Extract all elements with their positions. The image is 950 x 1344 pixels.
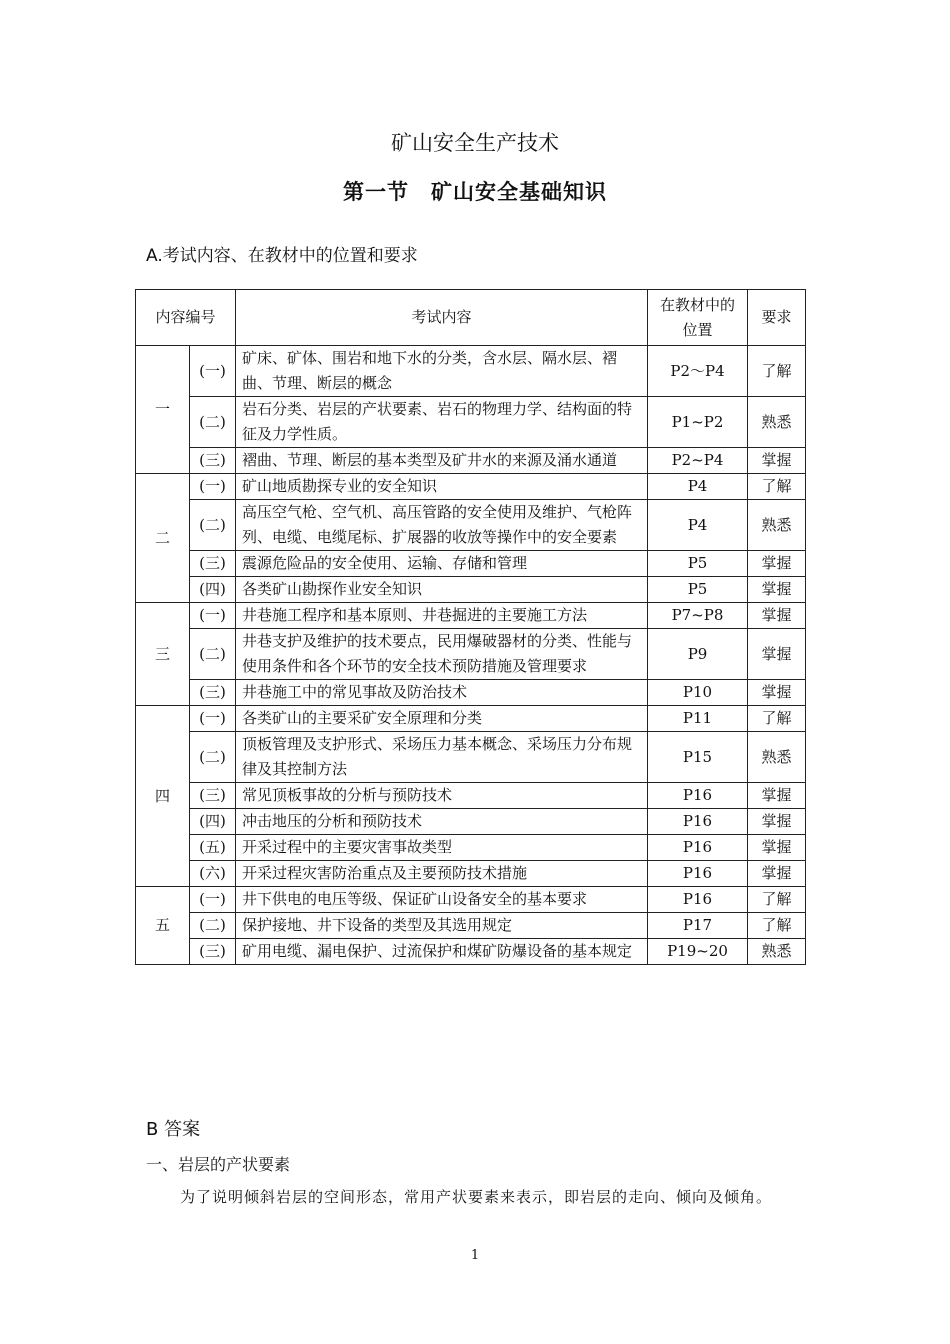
position-cell: P2～P4	[648, 346, 748, 397]
content-cell: 高压空气枪、空气机、高压管路的安全使用及维护、气枪阵列、电缆、电缆尾标、扩展器的收放等操作中的安全要素	[236, 500, 648, 551]
requirement-cell: 熟悉	[748, 500, 806, 551]
requirement-cell: 了解	[748, 346, 806, 397]
content-cell: 矿山地质勘探专业的安全知识	[236, 474, 648, 500]
requirement-cell: 了解	[748, 913, 806, 939]
position-cell: P1~P2	[648, 397, 748, 448]
requirement-cell: 掌握	[748, 629, 806, 680]
table-row	[136, 913, 806, 939]
page-number: 1	[470, 1248, 480, 1263]
content-cell: 井巷施工中的常见事故及防治技术	[236, 680, 648, 706]
table-row	[136, 783, 806, 809]
exam-content-table	[135, 289, 806, 965]
group-number: 二	[136, 474, 190, 603]
sub-number: (六)	[190, 861, 236, 887]
table-row	[136, 603, 806, 629]
content-cell: 顶板管理及支护形式、采场压力基本概念、采场压力分布规律及其控制方法	[236, 732, 648, 783]
requirement-cell: 掌握	[748, 551, 806, 577]
sub-number: (五)	[190, 835, 236, 861]
position-cell: P15	[648, 732, 748, 783]
sub-number: (二)	[190, 913, 236, 939]
sub-number: (二)	[190, 500, 236, 551]
content-cell: 震源危险品的安全使用、运输、存储和管理	[236, 551, 648, 577]
header-code: 内容编号	[136, 290, 236, 346]
content-cell: 井巷施工程序和基本原则、井巷掘进的主要施工方法	[236, 603, 648, 629]
sub-number: (二)	[190, 629, 236, 680]
table-header-row	[136, 290, 806, 346]
group-number: 四	[136, 706, 190, 887]
answer-paragraph: 为了说明倾斜岩层的空间形态，常用产状要素来表示，即岩层的走向、倾向及倾角。	[180, 1188, 773, 1206]
header-requirement: 要求	[748, 290, 806, 346]
requirement-cell: 了解	[748, 887, 806, 913]
position-cell: P7~P8	[648, 603, 748, 629]
position-cell: P19~20	[648, 939, 748, 965]
content-cell: 岩石分类、岩层的产状要素、岩石的物理力学、结构面的特征及力学性质。	[236, 397, 648, 448]
content-cell: 保护接地、井下设备的类型及其选用规定	[236, 913, 648, 939]
content-cell: 开采过程中的主要灾害事故类型	[236, 835, 648, 861]
table-row	[136, 448, 806, 474]
requirement-cell: 掌握	[748, 603, 806, 629]
sub-number: (三)	[190, 680, 236, 706]
table-row	[136, 706, 806, 732]
content-cell: 开采过程灾害防治重点及主要预防技术措施	[236, 861, 648, 887]
requirement-cell: 了解	[748, 474, 806, 500]
document-title: 矿山安全生产技术	[391, 131, 559, 155]
sub-number: (二)	[190, 397, 236, 448]
table-row	[136, 939, 806, 965]
requirement-cell: 掌握	[748, 577, 806, 603]
table-row	[136, 680, 806, 706]
group-number: 一	[136, 346, 190, 474]
table-row	[136, 500, 806, 551]
table-row	[136, 835, 806, 861]
content-cell: 井巷支护及维护的技术要点，民用爆破器材的分类、性能与使用条件和各个环节的安全技术预防措施及管理要求	[236, 629, 648, 680]
requirement-cell: 了解	[748, 706, 806, 732]
position-cell: P2~P4	[648, 448, 748, 474]
group-number: 五	[136, 887, 190, 965]
sub-number: (三)	[190, 551, 236, 577]
table-row	[136, 577, 806, 603]
position-cell: P11	[648, 706, 748, 732]
position-cell: P5	[648, 577, 748, 603]
header-content: 考试内容	[236, 290, 648, 346]
requirement-cell: 熟悉	[748, 939, 806, 965]
table-row	[136, 629, 806, 680]
subheading-a: A.考试内容、在教材中的位置和要求	[146, 246, 418, 266]
sub-number: (一)	[190, 474, 236, 500]
requirement-cell: 掌握	[748, 448, 806, 474]
content-cell: 各类矿山的主要采矿安全原理和分类	[236, 706, 648, 732]
sub-number: (三)	[190, 939, 236, 965]
position-cell: P16	[648, 887, 748, 913]
table-row	[136, 474, 806, 500]
answer-heading: 一、岩层的产状要素	[146, 1155, 291, 1174]
content-cell: 各类矿山勘探作业安全知识	[236, 577, 648, 603]
requirement-cell: 掌握	[748, 861, 806, 887]
position-cell: P17	[648, 913, 748, 939]
group-number: 三	[136, 603, 190, 706]
sub-number: (三)	[190, 783, 236, 809]
sub-number: (二)	[190, 732, 236, 783]
position-cell: P16	[648, 835, 748, 861]
content-cell: 矿床、矿体、围岩和地下水的分类，含水层、隔水层、褶曲、节理、断层的概念	[236, 346, 648, 397]
content-cell: 冲击地压的分析和预防技术	[236, 809, 648, 835]
sub-number: (一)	[190, 346, 236, 397]
content-cell: 井下供电的电压等级、保证矿山设备安全的基本要求	[236, 887, 648, 913]
requirement-cell: 熟悉	[748, 397, 806, 448]
position-cell: P9	[648, 629, 748, 680]
table-row	[136, 887, 806, 913]
requirement-cell: 熟悉	[748, 732, 806, 783]
sub-number: (一)	[190, 603, 236, 629]
subheading-b: B 答案	[146, 1119, 201, 1140]
sub-number: (四)	[190, 577, 236, 603]
header-position: 在教材中的位置	[648, 290, 748, 346]
section-title: 第一节 矿山安全基础知识	[343, 180, 607, 204]
position-cell: P16	[648, 783, 748, 809]
sub-number: (四)	[190, 809, 236, 835]
content-cell: 矿用电缆、漏电保护、过流保护和煤矿防爆设备的基本规定	[236, 939, 648, 965]
table-row	[136, 397, 806, 448]
content-cell: 褶曲、节理、断层的基本类型及矿井水的来源及涌水通道	[236, 448, 648, 474]
requirement-cell: 掌握	[748, 809, 806, 835]
table-row	[136, 732, 806, 783]
table-row	[136, 551, 806, 577]
content-cell: 常见顶板事故的分析与预防技术	[236, 783, 648, 809]
requirement-cell: 掌握	[748, 835, 806, 861]
position-cell: P16	[648, 809, 748, 835]
table-row	[136, 346, 806, 397]
position-cell: P16	[648, 861, 748, 887]
requirement-cell: 掌握	[748, 783, 806, 809]
position-cell: P4	[648, 474, 748, 500]
sub-number: (一)	[190, 887, 236, 913]
position-cell: P10	[648, 680, 748, 706]
requirement-cell: 掌握	[748, 680, 806, 706]
position-cell: P5	[648, 551, 748, 577]
sub-number: (三)	[190, 448, 236, 474]
table-row	[136, 861, 806, 887]
position-cell: P4	[648, 500, 748, 551]
table-row	[136, 809, 806, 835]
sub-number: (一)	[190, 706, 236, 732]
